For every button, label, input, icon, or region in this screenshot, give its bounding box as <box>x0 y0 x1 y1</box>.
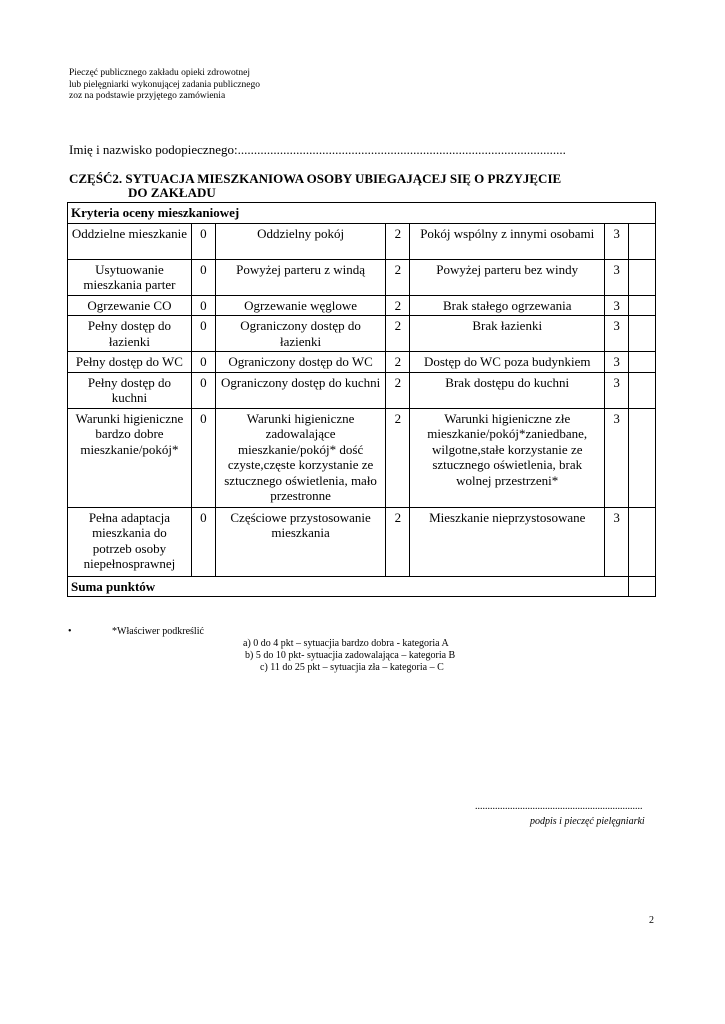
points-medium: 2 <box>386 408 410 507</box>
points-worst: 3 <box>605 408 629 507</box>
criterion-best: Warunki higieniczne bardzo dobre mieszkanie/pokój* <box>68 408 192 507</box>
criterion-worst: Powyżej parteru bez windy <box>410 259 605 295</box>
stamp-line-3: zoz na podstawie przyjętego zamówienia <box>69 91 226 101</box>
institution-stamp-text <box>69 68 260 103</box>
points-medium: 2 <box>386 295 410 316</box>
criterion-medium: Ograniczony dostęp do łazienki <box>215 316 386 352</box>
points-worst: 3 <box>605 259 629 295</box>
criterion-medium: Ograniczony dostęp do WC <box>215 352 386 373</box>
criterion-medium: Ogrzewanie węglowe <box>215 295 386 316</box>
points-medium: 2 <box>386 352 410 373</box>
criterion-worst: Pokój wspólny z innymi osobami <box>410 223 605 259</box>
table-sum-row <box>68 576 656 597</box>
points-worst: 3 <box>605 352 629 373</box>
table-header-row <box>68 203 656 224</box>
criterion-best: Pełna adaptacja mieszkania do potrzeb osoby niepełnosprawnej <box>68 507 192 576</box>
table-row <box>68 408 656 507</box>
table-row <box>68 352 656 373</box>
patient-name-field: Imię i nazwisko podopiecznego:..................................................................................................... <box>69 142 566 157</box>
points-medium: 2 <box>386 316 410 352</box>
criterion-medium: Oddzielny pokój <box>215 223 386 259</box>
criterion-worst: Dostęp do WC poza budynkiem <box>410 352 605 373</box>
points-best: 0 <box>191 295 215 316</box>
criterion-best: Pełny dostęp do łazienki <box>68 316 192 352</box>
criterion-best: Ogrzewanie CO <box>68 295 192 316</box>
page-number: 2 <box>649 915 654 926</box>
footnote-bullet: • <box>68 626 72 637</box>
criterion-medium: Ograniczony dostęp do kuchni <box>215 372 386 408</box>
points-medium: 2 <box>386 372 410 408</box>
criterion-worst: Brak dostępu do kuchni <box>410 372 605 408</box>
signature-label: podpis i pieczęć pielęgniarki <box>530 816 645 827</box>
table-row <box>68 223 656 259</box>
section-title-line-1: CZĘŚĆ2. SYTUACJA MIESZKANIOWA OSOBY UBIEGAJĄCEJ SIĘ O PRZYJĘCIE <box>69 171 562 186</box>
score-cell <box>629 507 656 576</box>
table-row <box>68 507 656 576</box>
points-worst: 3 <box>605 316 629 352</box>
criterion-medium: Warunki higieniczne zadowalające mieszkanie/pokój* dość czyste,częste korzystanie ze sztucznego oświetlenia, mało przestronne <box>215 408 386 507</box>
criterion-best: Oddzielne mieszkanie <box>68 223 192 259</box>
points-worst: 3 <box>605 223 629 259</box>
score-cell <box>629 223 656 259</box>
criterion-worst: Mieszkanie nieprzystosowane <box>410 507 605 576</box>
level-c: c) 11 do 25 pkt – sytuacjia zła – kategoria – C <box>260 662 444 673</box>
points-best: 0 <box>191 259 215 295</box>
points-worst: 3 <box>605 507 629 576</box>
score-cell <box>629 352 656 373</box>
points-best: 0 <box>191 372 215 408</box>
housing-criteria-table <box>67 202 656 597</box>
score-cell <box>629 316 656 352</box>
table-row <box>68 259 656 295</box>
points-best: 0 <box>191 223 215 259</box>
level-a: a) 0 do 4 pkt – sytuacjia bardzo dobra - kategoria A <box>243 638 449 649</box>
criterion-medium: Powyżej parteru z windą <box>215 259 386 295</box>
table-row <box>68 295 656 316</box>
sum-value-cell <box>629 576 656 597</box>
sum-label: Suma punktów <box>68 576 629 597</box>
table-row <box>68 316 656 352</box>
criterion-best: Usytuowanie mieszkania parter <box>68 259 192 295</box>
criterion-best: Pełny dostęp do kuchni <box>68 372 192 408</box>
criterion-worst: Brak stałego ogrzewania <box>410 295 605 316</box>
scoring-levels <box>243 638 455 674</box>
criterion-best: Pełny dostęp do WC <box>68 352 192 373</box>
stamp-line-1: Pieczęć publicznego zakładu opieki zdrowotnej <box>69 68 250 78</box>
footnote-owner-note: *Właściwer podkreślić <box>112 626 204 637</box>
points-best: 0 <box>191 352 215 373</box>
score-cell <box>629 259 656 295</box>
points-medium: 2 <box>386 507 410 576</box>
criterion-medium: Częściowe przystosowanie mieszkania <box>215 507 386 576</box>
table-header: Kryteria oceny mieszkaniowej <box>68 203 656 224</box>
points-worst: 3 <box>605 372 629 408</box>
points-best: 0 <box>191 507 215 576</box>
level-b: b) 5 do 10 pkt- sytuacjia zadowalająca – kategoria B <box>245 650 456 661</box>
points-best: 0 <box>191 408 215 507</box>
criterion-worst: Warunki higieniczne złe mieszkanie/pokój*zaniedbane, wilgotne,stałe korzystanie ze sztucznego oświetlenia, brak wolnej przestrzeni* <box>410 408 605 507</box>
score-cell <box>629 408 656 507</box>
table-row <box>68 372 656 408</box>
section-title-line-2: DO ZAKŁADU <box>128 185 216 200</box>
points-best: 0 <box>191 316 215 352</box>
stamp-line-2: lub pielęgniarki wykonującej zadania publicznego <box>69 79 260 90</box>
points-worst: 3 <box>605 295 629 316</box>
score-cell <box>629 295 656 316</box>
section-title <box>69 172 561 200</box>
points-medium: 2 <box>386 223 410 259</box>
criterion-worst: Brak łazienki <box>410 316 605 352</box>
signature-line: ................................................................... <box>475 801 643 812</box>
score-cell <box>629 372 656 408</box>
points-medium: 2 <box>386 259 410 295</box>
